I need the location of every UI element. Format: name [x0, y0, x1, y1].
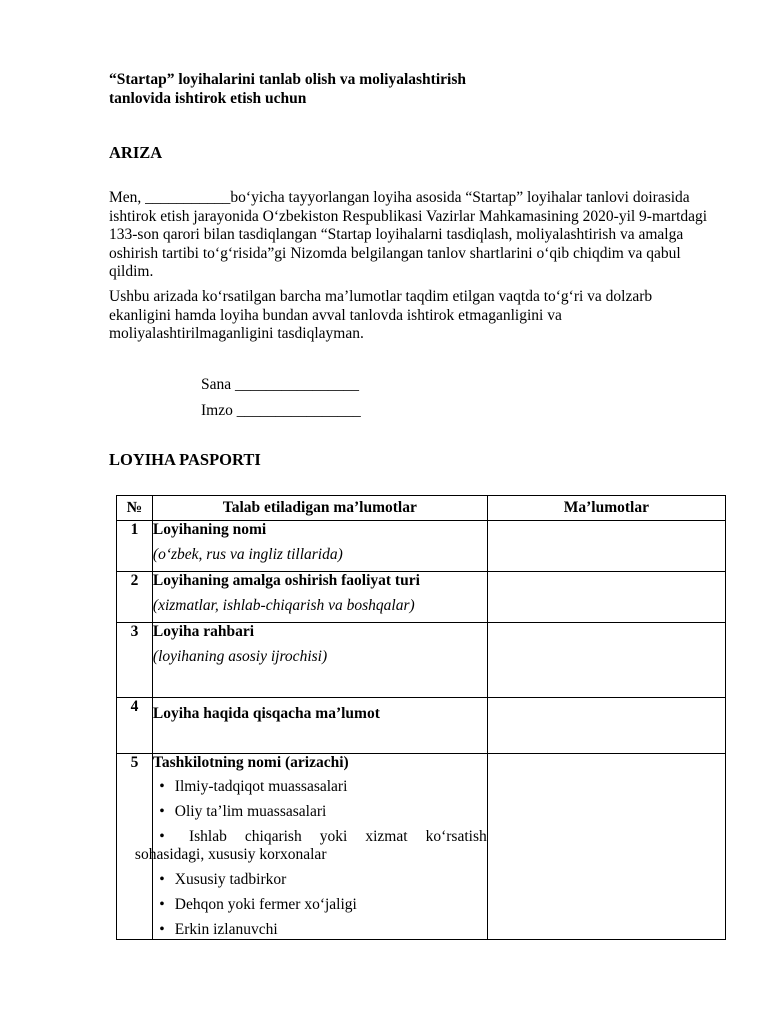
- row-subtitle: (o‘zbek, rus va ingliz tillarida): [152, 546, 343, 563]
- row-number: 3: [117, 623, 153, 698]
- row-description: [134, 754, 487, 940]
- row-value-cell[interactable]: [487, 754, 725, 940]
- row-subtitle: (xizmatlar, ishlab-chiqarish va boshqalar): [152, 597, 415, 614]
- row-value-cell[interactable]: [487, 623, 725, 698]
- row-value-cell[interactable]: [487, 572, 725, 623]
- row-title: Tashkilotning nomi (arizachi): [152, 754, 349, 771]
- row-subtitle: (loyihaning asosiy ijrochisi): [152, 648, 328, 665]
- bullet-icon: •: [159, 921, 165, 938]
- list-item: • Ishlab chiqarish yoki xizmat ko‘rsatish sohasidagi, xususiy korxonalar: [134, 828, 487, 863]
- document-heading: [109, 70, 466, 108]
- heading-line-1: “Startap” loyihalarini tanlab olish va moliyalashtirish: [109, 71, 466, 88]
- bullet-icon: •: [159, 828, 165, 845]
- table-row: [117, 623, 726, 698]
- row-number: 2: [117, 572, 153, 623]
- row-title: Loyiha rahbari: [152, 623, 255, 640]
- row-value-cell[interactable]: [487, 521, 725, 572]
- row-title: Loyihaning amalga oshirish faoliyat turi: [152, 572, 420, 589]
- table-row: [117, 754, 726, 940]
- list-item: • Xususiy tadbirkor: [153, 871, 487, 889]
- heading-line-2: tanlovida ishtirok etish uchun: [109, 90, 307, 107]
- table-row: [117, 521, 726, 572]
- applicant-type-list: [134, 778, 487, 939]
- row-description: [152, 623, 487, 698]
- row-number: 5: [117, 754, 153, 940]
- project-passport-table: [116, 495, 726, 940]
- header-number: №: [117, 496, 153, 521]
- row-description: [152, 521, 487, 572]
- table-header-row: [117, 496, 726, 521]
- row-title: Loyihaning nomi: [152, 521, 267, 538]
- bullet-icon: •: [159, 778, 165, 795]
- row-number: 4: [117, 698, 153, 754]
- header-info: Ma’lumotlar: [487, 496, 725, 521]
- header-required-info: Talab etiladigan ma’lumotlar: [152, 496, 487, 521]
- row-value-cell[interactable]: [487, 698, 725, 754]
- signature-line: Imzo ________________: [201, 402, 361, 419]
- row-number: 1: [117, 521, 153, 572]
- application-paragraph-2: Ushbu arizada ko‘rsatilgan barcha ma’lumotlar taqdim etilgan vaqtda to‘g‘ri va dolzarb ekanligini hamda loyiha bundan avval tanlovda ishtirok etmaganligini va moliyalashtirilmaganligini tasdiqlayman.: [109, 288, 653, 342]
- row-description: [152, 698, 487, 754]
- bullet-icon: •: [159, 871, 165, 888]
- list-item: • Ilmiy-tadqiqot muassasalari: [153, 778, 487, 796]
- ariza-title: ARIZA: [109, 143, 163, 162]
- row-description: [152, 572, 487, 623]
- bullet-icon: •: [159, 896, 165, 913]
- list-item: • Oliy ta’lim muassasalari: [153, 803, 487, 821]
- date-line: Sana ________________: [201, 376, 360, 393]
- application-paragraph-1: Men, ___________bo‘yicha tayyorlangan loyiha asosida “Startap” loyihalar tanlovi doirasida ishtirok etish jarayonida O‘zbekiston Respublikasi Vazirlar Mahkamasining 2020-yil 9-martdagi 133-son qarori bilan tasdiqlangan “Startap loyihalarni tasdiqlash, moliyalashtirish va amalga oshirish tartibi to‘g‘risida”gi Nizomda belgilangan tanlov shartlarini o‘qib chiqdim va qabul qildim.: [109, 189, 708, 280]
- table-row: [117, 698, 726, 754]
- row-title: Loyiha haqida qisqacha ma’lumot: [152, 705, 380, 722]
- passport-title: LOYIHA PASPORTI: [109, 450, 261, 469]
- list-item: • Dehqon yoki fermer xo‘jaligi: [153, 896, 487, 914]
- bullet-icon: •: [159, 803, 165, 820]
- list-item: • Erkin izlanuvchi: [153, 921, 487, 939]
- table-row: [117, 572, 726, 623]
